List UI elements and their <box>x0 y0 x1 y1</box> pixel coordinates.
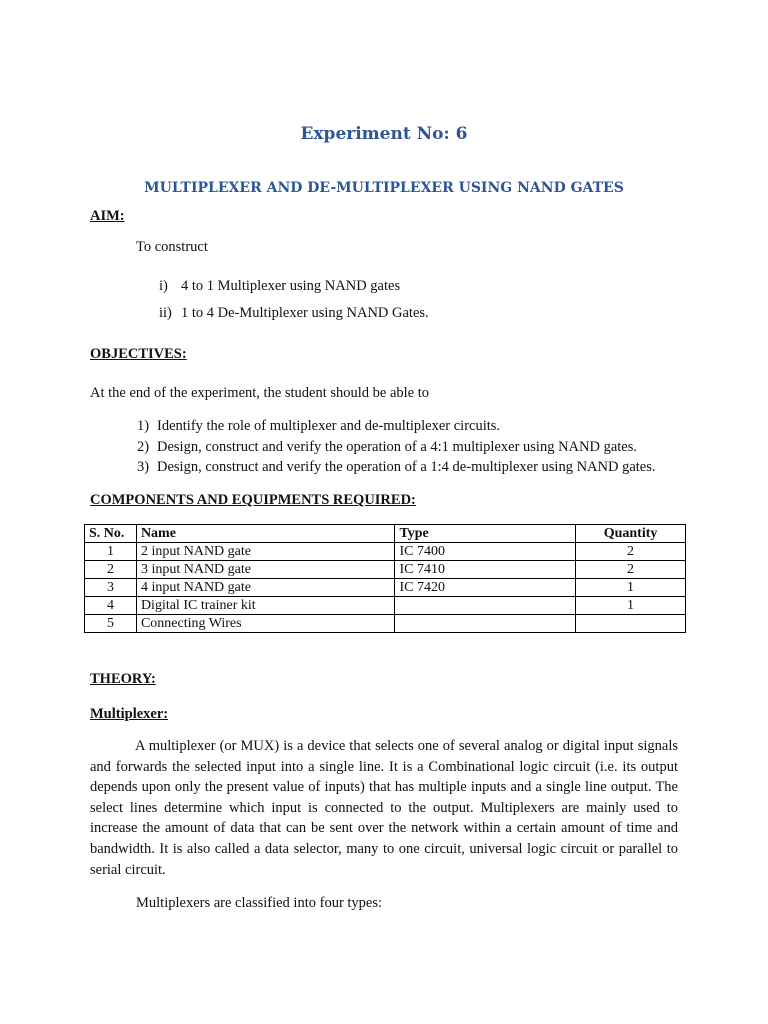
table-row <box>85 597 686 615</box>
objective-item-3 <box>137 458 656 476</box>
objective-item-2-text: Design, construct and verify the operation of a 4:1 multiplexer using NAND gates. <box>157 439 637 455</box>
cell-quantity: 2 <box>576 543 686 561</box>
objective-item-2-number: 2) <box>137 439 150 455</box>
theory-heading: THEORY: <box>90 671 156 687</box>
objective-item-2 <box>137 438 637 456</box>
aim-item-1-number: i) <box>159 278 168 294</box>
aim-item-2-number: ii) <box>159 305 172 321</box>
cell-quantity: 1 <box>576 579 686 597</box>
table-row <box>85 615 686 633</box>
cell-sno: 1 <box>85 543 137 561</box>
objectives-heading: OBJECTIVES: <box>90 346 187 362</box>
objective-item-3-text: Design, construct and verify the operation of a 1:4 de-multiplexer using NAND gates. <box>157 459 656 475</box>
cell-name: 3 input NAND gate <box>136 561 395 579</box>
multiplexer-types-line: Multiplexers are classified into four types: <box>136 895 383 911</box>
table-row <box>85 561 686 579</box>
cell-type <box>395 597 576 615</box>
objectives-intro: At the end of the experiment, the student should be able to <box>90 385 430 401</box>
cell-type: IC 7400 <box>395 543 576 561</box>
cell-type: IC 7410 <box>395 561 576 579</box>
objective-item-1 <box>137 417 500 435</box>
cell-sno: 5 <box>85 615 137 633</box>
cell-sno: 3 <box>85 579 137 597</box>
table-row <box>85 579 686 597</box>
cell-name: Connecting Wires <box>136 615 395 633</box>
cell-name: 2 input NAND gate <box>136 543 395 561</box>
cell-type: IC 7420 <box>395 579 576 597</box>
column-header-quantity: Quantity <box>576 525 686 543</box>
aim-item-2-text: 1 to 4 De-Multiplexer using NAND Gates. <box>181 305 429 321</box>
table-header-row <box>85 525 686 543</box>
experiment-subtitle: MULTIPLEXER AND DE-MULTIPLEXER USING NAND GATES <box>144 180 624 196</box>
table-row <box>85 543 686 561</box>
cell-quantity: 1 <box>576 597 686 615</box>
multiplexer-paragraph <box>90 736 678 880</box>
column-header-sno: S. No. <box>85 525 137 543</box>
multiplexer-subheading: Multiplexer: <box>90 706 169 722</box>
objective-item-3-number: 3) <box>137 459 150 475</box>
column-header-name: Name <box>136 525 395 543</box>
cell-quantity: 2 <box>576 561 686 579</box>
cell-name: 4 input NAND gate <box>136 579 395 597</box>
column-header-type: Type <box>395 525 576 543</box>
aim-item-1-text: 4 to 1 Multiplexer using NAND gates <box>181 278 401 294</box>
cell-type <box>395 615 576 633</box>
cell-quantity <box>576 615 686 633</box>
multiplexer-paragraph-text: A multiplexer (or MUX) is a device that selects one of several analog or digital input signals and forwards the selected input into a single line. It is a Combinational logic circuit (i.e. its output depends upon only the present value of inputs) that has multiple inputs and a single line output. The select lines determine which input is connected to the output. Multiplexers are mainly used to increase the amount of data that can be sent over the network within a certain amount of time and bandwidth. It is also called a data selector, many to one circuit, universal logic circuit or parallel to serial circuit. <box>90 738 678 878</box>
aim-heading: AIM: <box>90 208 125 224</box>
objective-item-1-text: Identify the role of multiplexer and de-multiplexer circuits. <box>157 418 501 434</box>
objective-item-1-number: 1) <box>137 418 150 434</box>
aim-item-2 <box>159 304 429 322</box>
aim-intro: To construct <box>136 239 208 255</box>
cell-sno: 2 <box>85 561 137 579</box>
cell-sno: 4 <box>85 597 137 615</box>
components-table <box>84 524 686 633</box>
aim-item-1 <box>159 277 400 295</box>
components-heading: COMPONENTS AND EQUIPMENTS REQUIRED: <box>90 492 416 508</box>
cell-name: Digital IC trainer kit <box>136 597 395 615</box>
page-title: Experiment No: 6 <box>300 124 468 144</box>
